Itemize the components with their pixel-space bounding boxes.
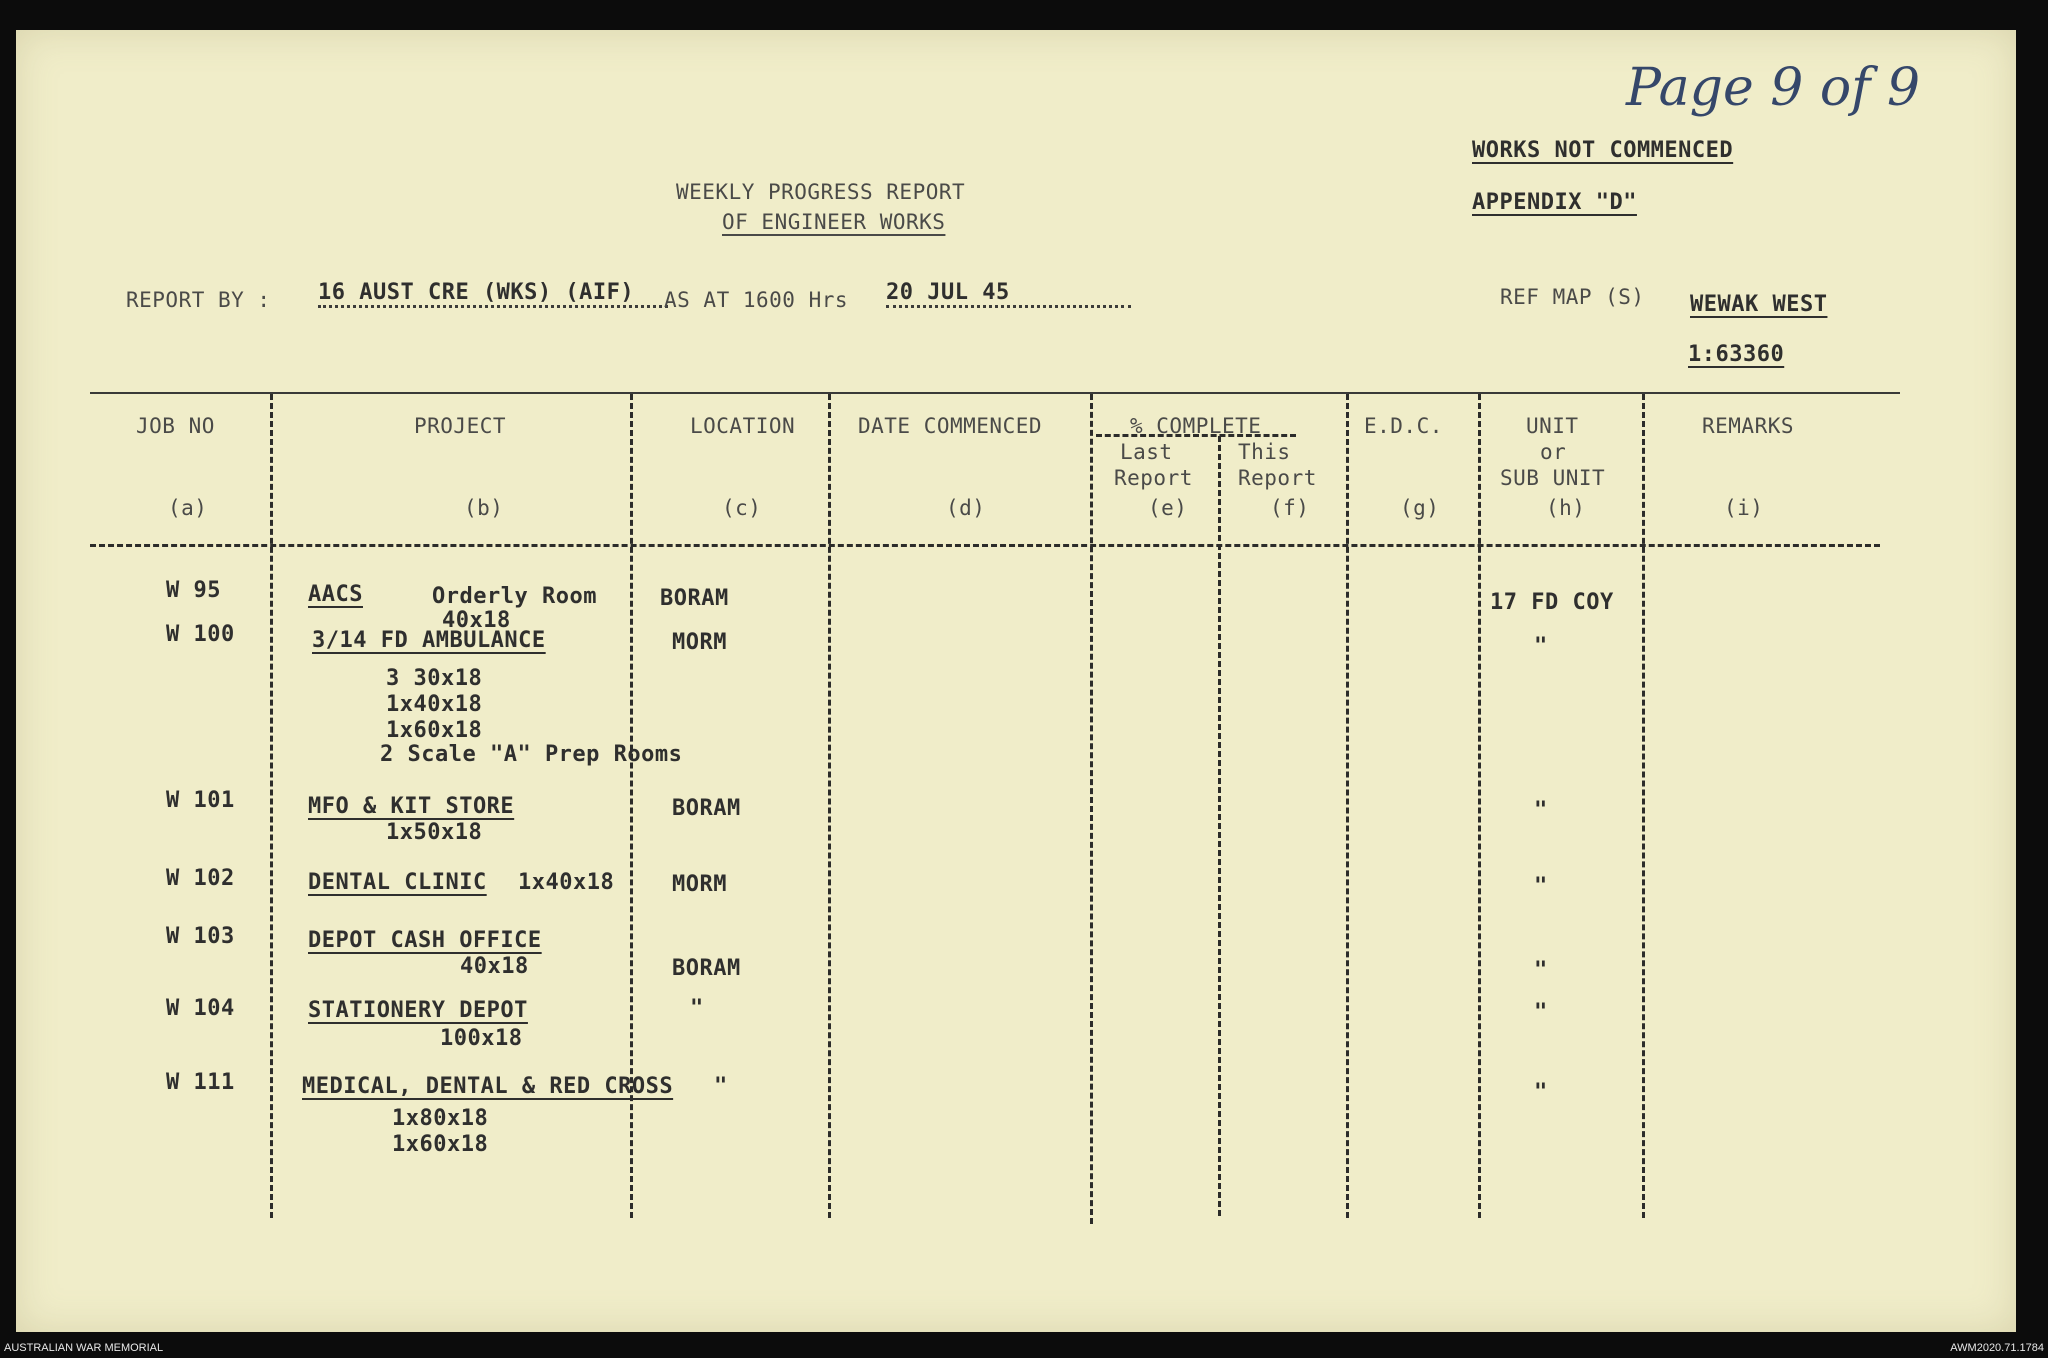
- project-name: 3/14 FD AMBULANCE: [312, 628, 546, 653]
- col-code-a: (a): [168, 496, 208, 520]
- col-header-unit: UNIT: [1526, 414, 1579, 438]
- col-divider-8: [1642, 394, 1645, 1218]
- as-at-value: 20 JUL 45: [886, 280, 1131, 308]
- project-size: 40x18: [460, 954, 529, 979]
- table-top-rule: [90, 392, 1900, 394]
- col-header-location: LOCATION: [690, 414, 796, 438]
- project-size: 1x50x18: [386, 820, 483, 845]
- col-header-remarks: REMARKS: [1702, 414, 1795, 438]
- col-header-project: PROJECT: [414, 414, 507, 438]
- project-size: 1x40x18: [518, 870, 615, 895]
- project-name: MFO & KIT STORE: [308, 794, 515, 819]
- col-divider-3: [828, 394, 831, 1218]
- report-subtitle: OF ENGINEER WORKS: [722, 210, 946, 234]
- project-description: Orderly Room: [432, 584, 597, 609]
- project-size: 1x80x18: [392, 1106, 489, 1131]
- location: MORM: [672, 872, 727, 897]
- report-by-value: 16 AUST CRE (WKS) (AIF): [318, 280, 668, 308]
- job-number: W 100: [166, 622, 235, 647]
- col-code-c: (c): [722, 496, 762, 520]
- project-size: 40x18: [442, 608, 511, 633]
- col-header-last-report: Report: [1114, 466, 1193, 490]
- project-size: 1x60x18: [392, 1132, 489, 1157]
- col-code-f: (f): [1270, 496, 1310, 520]
- col-divider-5: [1218, 436, 1221, 1216]
- col-header-edc: E.D.C.: [1364, 414, 1443, 438]
- appendix-label: APPENDIX "D": [1472, 190, 1637, 215]
- col-code-e: (e): [1148, 496, 1188, 520]
- project-size: 1x60x18: [386, 718, 483, 743]
- unit: ": [1534, 634, 1548, 659]
- col-code-b: (b): [464, 496, 504, 520]
- document-page: [16, 30, 2016, 1332]
- project-size: 3 30x18: [386, 666, 483, 691]
- location: MORM: [672, 630, 727, 655]
- col-header-date-commenced: DATE COMMENCED: [858, 414, 1043, 438]
- col-divider-7: [1478, 394, 1481, 1218]
- location: ": [714, 1074, 728, 1099]
- col-divider-4: [1090, 394, 1093, 1224]
- unit: ": [1534, 874, 1548, 899]
- project-name: DENTAL CLINIC: [308, 870, 487, 895]
- col-header-last: Last: [1120, 440, 1173, 464]
- unit: ": [1534, 958, 1548, 983]
- ref-map-label: REF MAP (S): [1500, 285, 1645, 309]
- ref-map-value: WEWAK WEST: [1690, 292, 1828, 317]
- col-code-i: (i): [1724, 496, 1764, 520]
- page-number-note: Page 9 of 9: [1626, 58, 1921, 118]
- job-number: W 102: [166, 866, 235, 891]
- col-header-pct-complete: % COMPLETE: [1130, 414, 1262, 438]
- col-header-job-no: JOB NO: [136, 414, 215, 438]
- col-header-this-report: Report: [1238, 466, 1317, 490]
- location: BORAM: [672, 956, 741, 981]
- project-size: 1x40x18: [386, 692, 483, 717]
- project-name: STATIONERY DEPOT: [308, 998, 528, 1023]
- col-code-g: (g): [1400, 496, 1440, 520]
- project-size: 100x18: [440, 1026, 523, 1051]
- project-name: MEDICAL, DENTAL & RED CROSS: [302, 1074, 674, 1099]
- job-number: W 101: [166, 788, 235, 813]
- footer-accession-number: AWM2020.71.1784: [1950, 1342, 2044, 1354]
- col-divider-6: [1346, 394, 1349, 1218]
- report-title: WEEKLY PROGRESS REPORT: [676, 180, 966, 204]
- job-number: W 111: [166, 1070, 235, 1095]
- unit: ": [1534, 1080, 1548, 1105]
- map-scale: 1:63360: [1688, 342, 1785, 367]
- job-number: W 95: [166, 578, 221, 603]
- job-number: W 104: [166, 996, 235, 1021]
- col-header-unit-or: or: [1540, 440, 1567, 464]
- unit: ": [1534, 1000, 1548, 1025]
- col-code-d: (d): [946, 496, 986, 520]
- appendix-heading: WORKS NOT COMMENCED: [1472, 138, 1734, 163]
- col-divider-1: [270, 394, 273, 1218]
- job-number: W 103: [166, 924, 235, 949]
- unit: ": [1534, 798, 1548, 823]
- location: ": [690, 996, 704, 1021]
- location: BORAM: [672, 796, 741, 821]
- col-header-sub-unit: SUB UNIT: [1500, 466, 1606, 490]
- project-name: AACS: [308, 582, 363, 607]
- project-size: 2 Scale "A" Prep Rooms: [380, 742, 683, 767]
- header-bottom-rule: [90, 544, 1880, 547]
- unit: 17 FD COY: [1490, 590, 1614, 615]
- footer-credit: AUSTRALIAN WAR MEMORIAL: [4, 1342, 164, 1354]
- col-header-this: This: [1238, 440, 1291, 464]
- report-by-label: REPORT BY :: [126, 288, 271, 312]
- location: BORAM: [660, 586, 729, 611]
- col-code-h: (h): [1546, 496, 1586, 520]
- project-name: DEPOT CASH OFFICE: [308, 928, 542, 953]
- as-at-label: AS AT 1600 Hrs: [664, 288, 849, 312]
